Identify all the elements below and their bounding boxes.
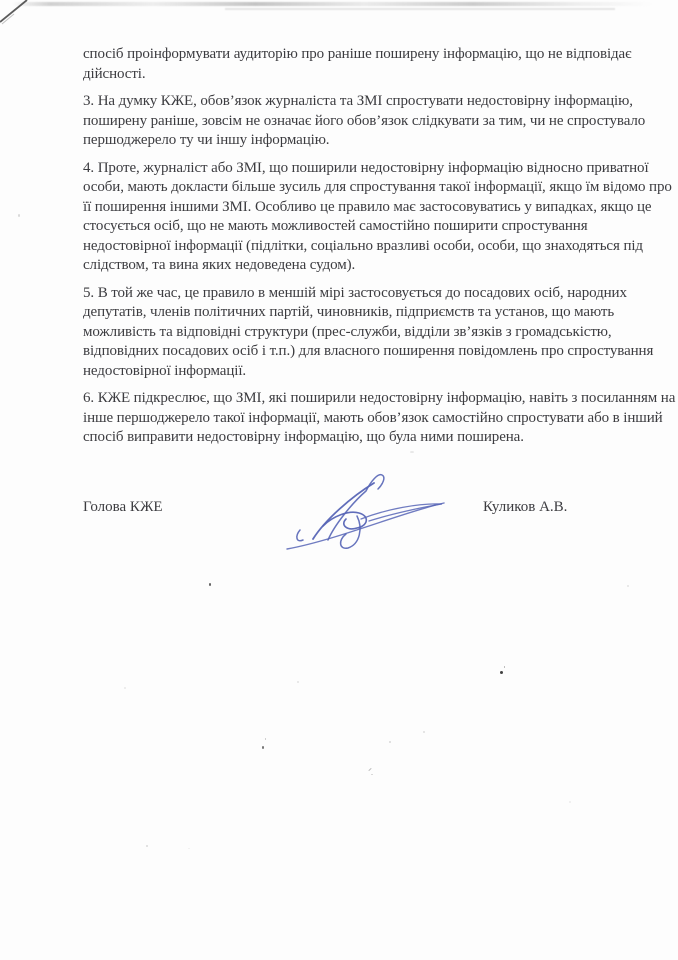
text-line: спосіб проінформувати аудиторію про раніше поширену інформацію, що не відповідає [83,46,632,62]
text-line: депутатів, членів політичних партій, чиновників, підприємств та установ, що мають [83,304,615,320]
text-line: 3. На думку КЖЕ, обов’язок журналіста та ЗМІ спростувати недостовірну інформацію, [83,93,633,109]
scan-corner-artifact [0,0,34,28]
text-line: слідством, та вина яких недоведена судом). [83,257,356,273]
text-line: 4. Проте, журналіст або ЗМІ, що поширили недостовірну інформацію відносно приватної [83,159,649,176]
text-line: дійсності. [83,65,146,82]
scan-top-edge-artifact [12,2,652,6]
scan-speck [504,666,505,668]
scan-speck [297,681,299,683]
scan-speck [188,848,190,849]
scan-speck [124,687,126,689]
scan-speck [627,585,629,587]
text-line: 6. КЖЕ підкреслює, що ЗМІ, які поширили недостовірну інформацію, навіть з посиланням на [83,390,676,406]
scan-speck [368,768,372,772]
scan-speck [265,738,266,740]
signer-role-label: Голова КЖЕ [83,498,163,515]
scan-speck [389,741,391,743]
scan-speck [410,451,414,453]
text-line: особи, мають докласти більше зусиль для спростування такої інформації, якщо їм відомо про [83,179,672,195]
signer-name-label: Куликов А.В. [483,498,568,515]
text-line: можливість та відповідні структури (прес-служби, відділи зв’язків з громадськістю, [83,323,612,340]
scan-speck [500,671,503,674]
paragraph-item-6 [83,389,676,448]
scan-speck [371,774,373,775]
text-line: недостовірної інформації (підлітки, соціально вразливі особи, особи, що знаходяться під [83,237,643,254]
paragraph-item-5 [83,284,660,382]
text-line: спосіб виправити недостовірну інформацію, що була ними поширена. [83,429,524,445]
signature-block [83,498,660,618]
paragraph-item-3 [83,92,660,151]
paragraph-item-4 [83,159,672,276]
text-line: першоджерело ту чи іншу інформацію. [83,132,330,148]
signature-ink [271,464,451,562]
scan-speck [146,845,148,847]
text-line: стосується осіб, що не мають можливостей самостійно поширити спростування [83,218,588,234]
scan-speck [262,746,264,749]
scan-speck [18,214,20,217]
scan-speck [209,583,211,586]
scan-speck [423,731,425,733]
paragraph-continuation [83,45,660,84]
scan-top-edge-artifact-2 [225,8,615,10]
text-line: поширену раніше, зовсім не означає його обов’язок слідкувати за тим, чи не спростувало [83,112,646,129]
text-line: інше першоджерело такої інформації, мають обов’язок самостійно спростувати або в інший [83,409,663,426]
text-line: її поширення іншими ЗМІ. Особливо це правило має застосовуватись у випадках, якщо це [83,198,652,215]
text-line: відповідних посадових осіб і т.п.) для власного поширення повідомлень про спростування [83,343,654,359]
text-line: недостовірної інформації. [83,362,247,379]
text-line: 5. В той же час, це правило в меншій мірі застосовується до посадових осіб, народних [83,284,627,301]
scan-speck [569,801,571,803]
document-body [83,45,676,618]
